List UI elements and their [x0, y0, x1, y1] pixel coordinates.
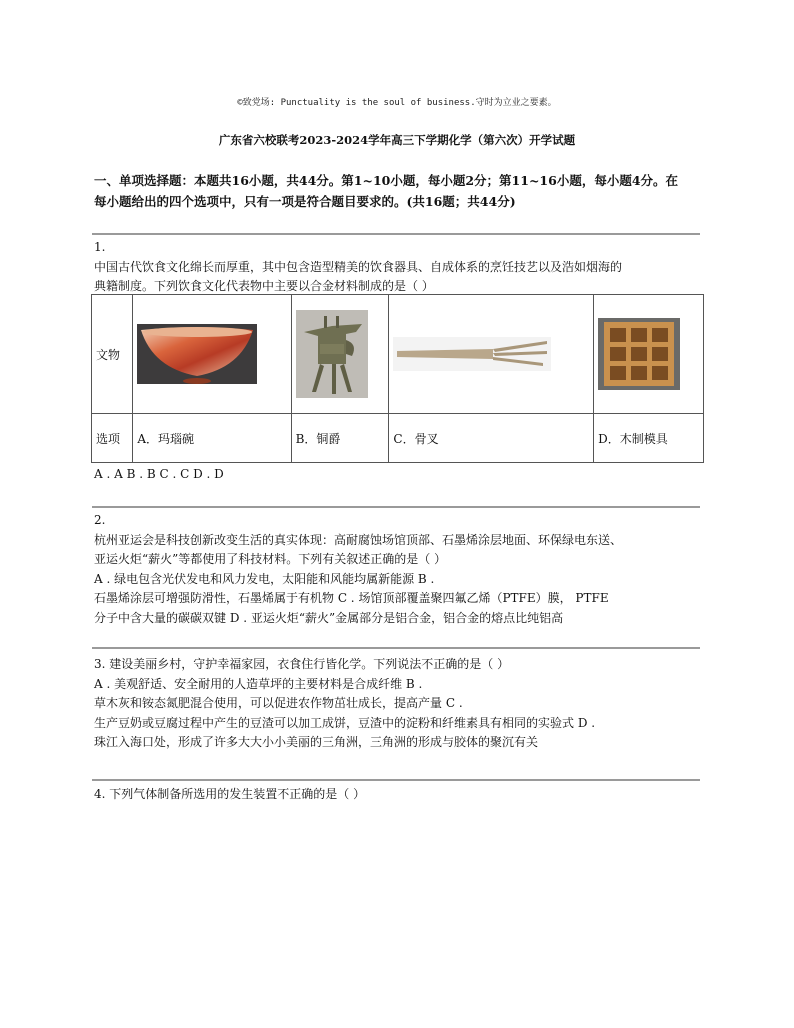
- question-text: 中国古代饮食文化绵长而厚重，其中包含造型精美的饮食器具、自成体系的烹饪技艺以及浩如烟海的: [94, 259, 623, 274]
- question-number: 2.: [94, 513, 106, 527]
- wooden-mold-icon: [598, 318, 680, 390]
- question-text: 典籍制度。下列饮食文化代表物中主要以合金材料制成的是（ ）: [94, 279, 434, 293]
- question-text: 杭州亚运会是科技创新改变生活的真实体现：高耐腐蚀场馆顶部、石墨烯涂层地面、环保绿电东送、: [94, 532, 623, 547]
- bronze-jue-icon: [296, 310, 368, 398]
- question-text: 石墨烯涂层可增强防滑性，石墨烯属于有机物 C . 场馆顶部覆盖聚四氟乙烯（PTFE）膜， PTFE: [94, 591, 609, 605]
- option-d: D．木制模具: [594, 414, 704, 463]
- option-b: B．铜爵: [291, 414, 389, 463]
- question-1-answers: [94, 465, 704, 485]
- artifact-image-cell: [133, 295, 291, 414]
- divider: [92, 647, 700, 649]
- divider: [92, 233, 700, 235]
- question-text: 草木灰和铵态氮肥混合使用，可以促进农作物茁壮成长，提高产量 C .: [94, 696, 463, 710]
- question-3: [94, 655, 704, 753]
- question-text: 亚运火炬“薪火”等都使用了科技材料。下列有关叙述正确的是（ ）: [94, 552, 447, 566]
- artifact-table: [91, 294, 704, 463]
- question-4: [94, 785, 704, 805]
- artifact-image-cell: [291, 295, 389, 414]
- section-heading-line: 每小题给出的四个选项中，只有一项是符合题目要求的。(共16题；共44分): [94, 194, 516, 209]
- row-label-artifact: 文物: [92, 295, 133, 414]
- question-2: [94, 511, 704, 628]
- divider: [92, 506, 700, 508]
- question-1: [94, 238, 704, 297]
- page-title: 广东省六校联考2023-2024学年高三下学期化学（第六次）开学试题: [218, 133, 576, 147]
- option-a: A．玛瑙碗: [133, 414, 291, 463]
- section-heading-line: 一、单项选择题：本题共16小题，共44分。第1~10小题，每小题2分；第11~16小题，每小题4分。在: [94, 173, 679, 188]
- artifact-image-cell: [389, 295, 594, 414]
- row-label-option: 选项: [92, 414, 133, 463]
- header-motto: ©致党场: Punctuality is the soul of business.守时为立业之要素。: [237, 98, 557, 108]
- question-number: 1.: [94, 240, 106, 254]
- question-text: 4. 下列气体制备所选用的发生装置不正确的是（ ）: [94, 787, 366, 801]
- question-text: 分子中含大量的碳碳双键 D . 亚运火炬“薪火”金属部分是铝合金，铝合金的熔点比纯铝高: [94, 610, 564, 625]
- section-heading: [94, 170, 704, 212]
- agate-bowl-icon: [137, 324, 257, 384]
- divider: [92, 779, 700, 781]
- bone-fork-icon: [393, 337, 551, 371]
- question-text: A . 美观舒适、安全耐用的人造草坪的主要材料是合成纤维 B .: [94, 676, 423, 691]
- question-text: A . 绿电包含光伏发电和风力发电，太阳能和风能均属新能源 B .: [94, 571, 435, 586]
- option-c: C．骨叉: [389, 414, 594, 463]
- question-text: 3. 建设美丽乡村，守护幸福家园，衣食住行皆化学。下列说法不正确的是（ ）: [94, 657, 510, 671]
- question-text: 生产豆奶或豆腐过程中产生的豆渣可以加工成饼，豆渣中的淀粉和纤维素具有相同的实验式 D .: [94, 715, 596, 730]
- answer-choices: A . A B . B C . C D . D: [94, 467, 224, 481]
- question-text: 珠江入海口处，形成了许多大大小小美丽的三角洲，三角洲的形成与胶体的聚沉有关: [94, 735, 539, 749]
- artifact-image-cell: [594, 295, 704, 414]
